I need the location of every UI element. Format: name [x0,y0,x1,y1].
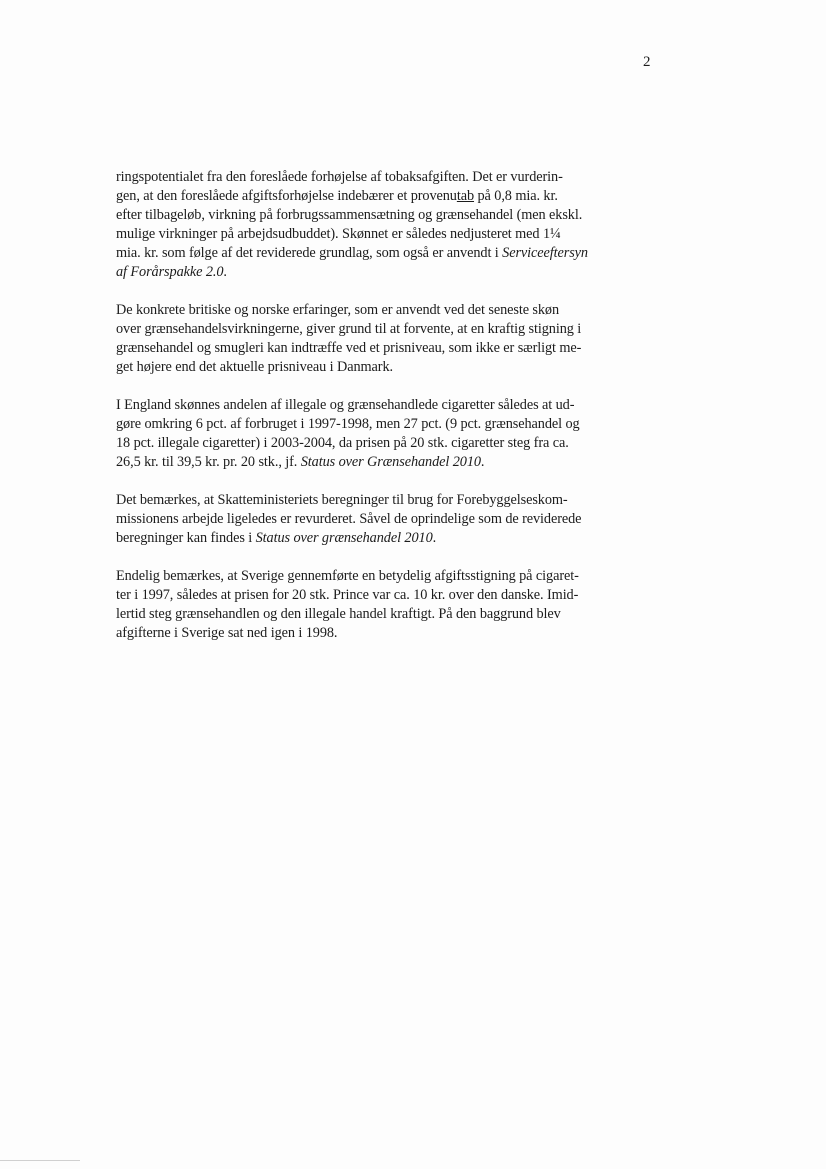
text-run: afgifterne i Sverige sat ned igen i 1998. [116,625,338,641]
text-line [116,301,628,320]
text-run: over grænsehandelsvirkningerne, giver grund til at forvente, at en kraftig stigning i [116,321,582,337]
text-run: grænsehandel og smugleri kan indtræffe ved et prisniveau, som ikke er særligt me- [116,340,582,356]
text-line [116,187,628,206]
text-line [116,415,628,434]
italic-reference: Status over Grænsehandel 2010 [300,454,481,470]
text-line [116,491,628,510]
text-run: på 0,8 mia. kr. [474,188,558,204]
text-run: ringspotentialet fra den foreslåede forhøjelse af tobaksafgiften. Det er vurderin- [116,169,563,185]
text-line [116,168,628,187]
text-line [116,586,628,605]
text-line [116,510,628,529]
text-line [116,434,628,453]
text-run: 18 pct. illegale cigaretter) i 2003-2004, da prisen på 20 stk. cigaretter steg fra ca. [116,435,569,451]
page-number: 2 [643,54,651,70]
text-line [116,206,628,225]
text-run: De konkrete britiske og norske erfaringer, som er anvendt ved det seneste skøn [116,302,560,318]
text-line [116,396,628,415]
paragraph [116,301,628,377]
text-run: 26,5 kr. til 39,5 kr. pr. 20 stk., jf. [116,454,301,470]
underlined-text: tab [456,188,475,204]
body-text [116,168,628,662]
text-line [116,624,628,643]
text-run: gøre omkring 6 pct. af forbruget i 1997-1998, men 27 pct. (9 pct. grænsehandel og [116,416,580,432]
text-run: ter i 1997, således at prisen for 20 stk. Prince var ca. 10 kr. over den danske. Imid- [116,587,579,603]
text-line [116,339,628,358]
text-run: mia. kr. som følge af det reviderede grundlag, som også er anvendt i [116,245,503,261]
text-run: get højere end det aktuelle prisniveau i Danmark. [116,359,393,375]
text-run: gen, at den foreslåede afgiftsforhøjelse indebærer et provenu [116,188,457,204]
text-line [116,358,628,377]
text-run: Det bemærkes, at Skatteministeriets beregninger til brug for Forebyggelseskom- [116,492,568,508]
text-line [116,244,628,263]
text-run: missionens arbejde ligeledes er revurderet. Såvel de oprindelige som de reviderede [116,511,582,527]
text-run: beregninger kan findes i [116,530,256,546]
text-run: efter tilbageløb, virkning på forbrugssammensætning og grænsehandel (men ekskl. [116,207,583,223]
text-line [116,529,628,548]
text-line [116,453,628,472]
paragraph [116,396,628,472]
text-run: I England skønnes andelen af illegale og grænsehandlede cigaretter således at ud- [116,397,575,413]
italic-reference: Serviceeftersyn [502,245,588,261]
text-run: mulige virkninger på arbejdsudbuddet). Skønnet er således nedjusteret med 1¼ [116,226,561,242]
text-run: lertid steg grænsehandlen og den illegale handel kraftigt. På den baggrund blev [116,606,561,622]
text-line [116,567,628,586]
paragraph [116,567,628,643]
text-line [116,320,628,339]
paragraph [116,168,628,282]
text-run: . [432,530,437,546]
text-line [116,225,628,244]
footer-rule [0,1160,80,1161]
text-run: . [223,264,227,280]
text-run: Endelig bemærkes, at Sverige gennemførte en betydelig afgiftsstigning på cigaret- [116,568,579,584]
italic-reference: af Forårspakke 2.0 [116,264,224,280]
text-run: . [480,454,485,470]
italic-reference: Status over grænsehandel 2010 [255,530,433,546]
text-line [116,605,628,624]
paragraph [116,491,628,548]
text-line [116,263,628,282]
